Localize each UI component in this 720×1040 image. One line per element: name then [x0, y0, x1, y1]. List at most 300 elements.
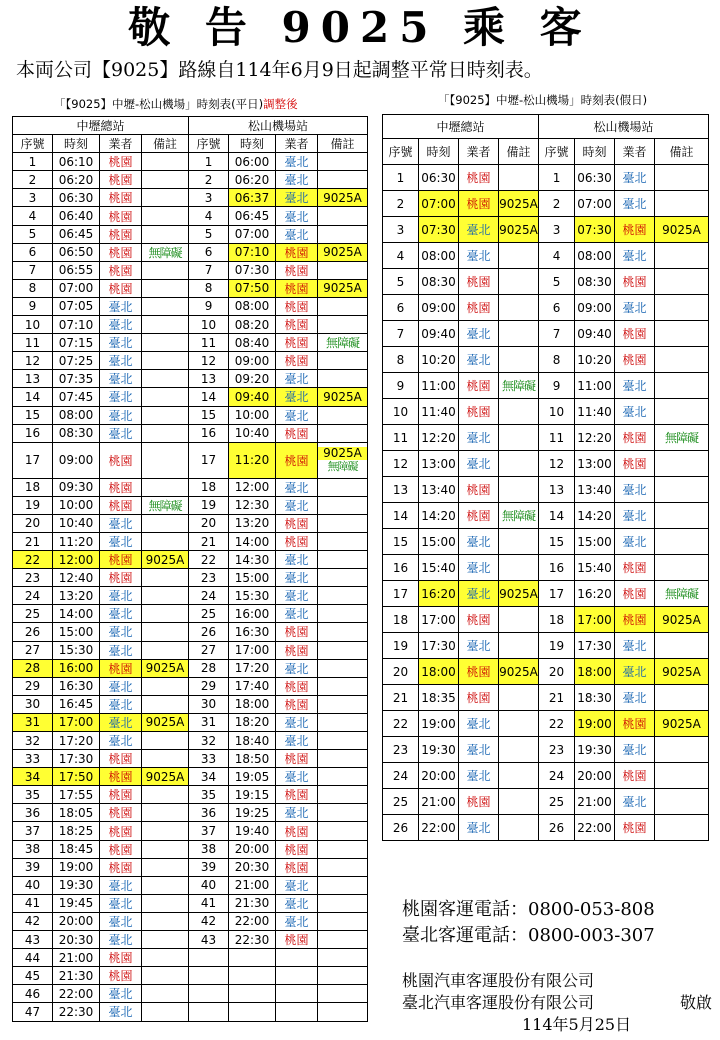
operator-cell: 臺北 — [276, 732, 318, 750]
seq-cell: 41 — [13, 894, 53, 912]
operator-cell: 臺北 — [100, 334, 142, 352]
table-row — [383, 477, 709, 503]
table-row — [383, 217, 709, 243]
table-row — [13, 514, 368, 532]
table-row — [13, 442, 368, 478]
table-row — [383, 321, 709, 347]
note-cell — [655, 763, 709, 789]
operator-cell: 桃園 — [276, 750, 318, 768]
operator-cell: 臺北 — [276, 171, 318, 189]
seq-cell: 38 — [13, 840, 53, 858]
note-cell — [142, 732, 189, 750]
note-cell — [655, 373, 709, 399]
seq-cell: 43 — [189, 931, 229, 949]
time-cell: 08:40 — [229, 334, 276, 352]
note-cell — [142, 894, 189, 912]
table-row — [383, 295, 709, 321]
operator-cell: 桃園 — [459, 503, 499, 529]
table-row — [13, 605, 368, 623]
seq-cell: 19 — [539, 633, 575, 659]
time-cell: 14:00 — [229, 532, 276, 550]
time-cell: 11:20 — [229, 442, 276, 478]
note-cell: 9025A — [142, 713, 189, 731]
note-cell — [499, 451, 539, 477]
time-cell: 15:00 — [229, 569, 276, 587]
seq-cell: 18 — [189, 478, 229, 496]
time-cell: 21:30 — [229, 894, 276, 912]
time-cell: 22:30 — [229, 931, 276, 949]
accessible-note: 無障礙 — [327, 460, 358, 474]
note-cell — [318, 171, 368, 189]
time-cell: 12:00 — [53, 551, 100, 569]
table-row — [13, 424, 368, 442]
time-cell: 07:00 — [419, 191, 459, 217]
note-cell — [142, 985, 189, 1003]
note-cell: 無障礙 — [499, 373, 539, 399]
table-row — [13, 786, 368, 804]
time-cell: 14:30 — [229, 551, 276, 569]
time-cell: 19:25 — [229, 804, 276, 822]
time-cell: 22:30 — [53, 1003, 100, 1021]
time-cell: 17:00 — [419, 607, 459, 633]
operator-cell: 桃園 — [100, 478, 142, 496]
time-cell: 12:20 — [419, 425, 459, 451]
seq-cell: 45 — [13, 967, 53, 985]
seq-cell: 13 — [189, 370, 229, 388]
note-cell: 9025A — [318, 388, 368, 406]
column-header: 備註 — [499, 139, 539, 165]
operator-cell: 桃園 — [276, 334, 318, 352]
time-cell: 14:20 — [575, 503, 615, 529]
time-cell: 13:00 — [419, 451, 459, 477]
note-cell — [318, 659, 368, 677]
seq-cell: 1 — [13, 153, 53, 171]
operator-cell: 桃園 — [459, 477, 499, 503]
operator-cell: 臺北 — [100, 1003, 142, 1021]
empty-cell — [189, 949, 229, 967]
seq-cell: 12 — [539, 451, 575, 477]
station-row — [13, 117, 368, 135]
seq-cell: 37 — [189, 822, 229, 840]
operator-cell: 桃園 — [615, 425, 655, 451]
note-cell — [142, 207, 189, 225]
operator-cell: 桃園 — [276, 514, 318, 532]
table-row — [13, 840, 368, 858]
table-row — [13, 189, 368, 207]
time-cell: 18:05 — [53, 804, 100, 822]
operator-cell: 臺北 — [276, 768, 318, 786]
seq-cell: 5 — [13, 225, 53, 243]
seq-cell: 20 — [539, 659, 575, 685]
note-cell — [142, 967, 189, 985]
operator-cell: 臺北 — [459, 633, 499, 659]
column-header: 序號 — [383, 139, 419, 165]
station-header: 中壢總站 — [383, 115, 539, 139]
operator-cell: 臺北 — [615, 737, 655, 763]
table-row — [13, 695, 368, 713]
time-cell: 09:00 — [419, 295, 459, 321]
operator-cell: 桃園 — [459, 165, 499, 191]
operator-cell: 臺北 — [276, 207, 318, 225]
note-cell — [318, 641, 368, 659]
table-row — [383, 555, 709, 581]
time-cell: 08:00 — [229, 297, 276, 315]
operator-cell: 臺北 — [615, 295, 655, 321]
operator-cell: 桃園 — [100, 659, 142, 677]
operator-cell: 臺北 — [276, 478, 318, 496]
note-cell — [318, 442, 368, 478]
seq-cell: 14 — [189, 388, 229, 406]
note-cell — [318, 804, 368, 822]
time-cell: 18:00 — [229, 695, 276, 713]
operator-cell: 桃園 — [615, 347, 655, 373]
note-cell: 9025A — [655, 217, 709, 243]
column-header: 序號 — [539, 139, 575, 165]
table-row — [13, 478, 368, 496]
operator-cell: 桃園 — [100, 442, 142, 478]
operator-cell: 桃園 — [100, 569, 142, 587]
note-cell: 9025A — [142, 768, 189, 786]
note-cell — [318, 424, 368, 442]
note-cell — [655, 321, 709, 347]
operator-cell: 桃園 — [100, 279, 142, 297]
empty-cell — [189, 1003, 229, 1021]
time-cell: 22:00 — [229, 912, 276, 930]
operator-cell: 桃園 — [459, 373, 499, 399]
table-row — [13, 279, 368, 297]
operator-cell: 臺北 — [276, 189, 318, 207]
time-cell: 17:20 — [53, 732, 100, 750]
operator-cell: 桃園 — [276, 532, 318, 550]
note-cell — [318, 207, 368, 225]
note-cell — [655, 555, 709, 581]
seq-cell: 35 — [13, 786, 53, 804]
operator-cell: 桃園 — [276, 352, 318, 370]
seq-cell: 4 — [539, 243, 575, 269]
time-cell: 06:20 — [229, 171, 276, 189]
time-cell: 17:00 — [229, 641, 276, 659]
operator-cell: 臺北 — [100, 623, 142, 641]
note-cell — [318, 153, 368, 171]
operator-cell: 臺北 — [276, 912, 318, 930]
time-cell: 06:10 — [53, 153, 100, 171]
operator-cell: 臺北 — [459, 763, 499, 789]
column-header-row — [383, 139, 709, 165]
time-cell: 16:00 — [229, 605, 276, 623]
time-cell: 07:25 — [53, 352, 100, 370]
time-cell: 17:20 — [229, 659, 276, 677]
seq-cell: 4 — [189, 207, 229, 225]
operator-cell: 桃園 — [276, 840, 318, 858]
station-header: 松山機場站 — [539, 115, 709, 139]
note-cell — [142, 840, 189, 858]
note-cell — [499, 529, 539, 555]
seq-cell: 38 — [189, 840, 229, 858]
table-row — [13, 496, 368, 514]
time-cell: 20:00 — [53, 912, 100, 930]
note-cell: 9025A — [142, 659, 189, 677]
time-cell: 08:30 — [53, 424, 100, 442]
operator-cell: 臺北 — [615, 503, 655, 529]
time-cell: 13:40 — [575, 477, 615, 503]
time-cell: 09:40 — [229, 388, 276, 406]
time-cell: 06:30 — [575, 165, 615, 191]
note-cell — [499, 165, 539, 191]
station-header: 松山機場站 — [189, 117, 368, 135]
note-cell — [142, 605, 189, 623]
column-header: 序號 — [13, 135, 53, 153]
respect-closing: 敬啟 — [680, 993, 713, 1012]
time-cell: 18:35 — [419, 685, 459, 711]
operator-cell: 桃園 — [615, 217, 655, 243]
operator-cell: 桃園 — [100, 822, 142, 840]
table-row — [13, 858, 368, 876]
note-cell — [142, 279, 189, 297]
note-cell — [318, 931, 368, 949]
operator-cell: 桃園 — [276, 442, 318, 478]
column-header: 業者 — [615, 139, 655, 165]
seq-cell: 32 — [189, 732, 229, 750]
table-row — [383, 191, 709, 217]
seq-cell: 8 — [383, 347, 419, 373]
note-cell — [655, 737, 709, 763]
note-cell — [142, 297, 189, 315]
time-cell: 10:20 — [575, 347, 615, 373]
operator-cell: 臺北 — [459, 555, 499, 581]
table-row — [13, 804, 368, 822]
note-cell — [142, 478, 189, 496]
seq-cell: 39 — [13, 858, 53, 876]
contact-taoyuan: 桃園客運電話：0800-053-808 — [402, 899, 655, 920]
time-cell: 17:50 — [53, 768, 100, 786]
operator-cell: 臺北 — [276, 876, 318, 894]
time-cell: 16:45 — [53, 695, 100, 713]
note-cell — [142, 587, 189, 605]
note-cell — [142, 804, 189, 822]
note-cell — [655, 815, 709, 841]
table-row — [383, 581, 709, 607]
table-row — [13, 370, 368, 388]
seq-cell: 14 — [539, 503, 575, 529]
time-cell: 15:40 — [419, 555, 459, 581]
seq-cell: 22 — [13, 551, 53, 569]
time-cell: 06:30 — [419, 165, 459, 191]
time-cell: 16:20 — [575, 581, 615, 607]
table-row — [383, 503, 709, 529]
operator-cell: 臺北 — [276, 153, 318, 171]
operator-cell: 桃園 — [276, 297, 318, 315]
note-cell — [318, 496, 368, 514]
operator-cell: 桃園 — [615, 815, 655, 841]
time-cell: 15:30 — [229, 587, 276, 605]
column-header: 時刻 — [575, 139, 615, 165]
seq-cell: 10 — [383, 399, 419, 425]
column-header: 業者 — [276, 135, 318, 153]
table-row — [383, 451, 709, 477]
operator-cell: 臺北 — [100, 912, 142, 930]
time-cell: 13:40 — [419, 477, 459, 503]
seq-cell: 2 — [189, 171, 229, 189]
table-row — [383, 243, 709, 269]
note-cell: 9025A — [499, 191, 539, 217]
table-row — [13, 352, 368, 370]
note-cell: 無障礙 — [142, 243, 189, 261]
note-cell — [142, 786, 189, 804]
time-cell: 16:30 — [53, 677, 100, 695]
seq-cell: 33 — [189, 750, 229, 768]
operator-cell: 桃園 — [459, 269, 499, 295]
seq-cell: 12 — [189, 352, 229, 370]
operator-cell: 臺北 — [276, 894, 318, 912]
operator-cell: 桃園 — [100, 858, 142, 876]
table-row — [383, 711, 709, 737]
operator-cell: 臺北 — [100, 677, 142, 695]
time-cell: 16:20 — [419, 581, 459, 607]
empty-cell — [229, 1003, 276, 1021]
time-cell: 19:30 — [53, 876, 100, 894]
note-cell: 無障礙 — [655, 425, 709, 451]
empty-cell — [229, 949, 276, 967]
time-cell: 19:45 — [53, 894, 100, 912]
operator-cell: 臺北 — [615, 165, 655, 191]
seq-cell: 6 — [383, 295, 419, 321]
station-header: 中壢總站 — [13, 117, 189, 135]
table-row — [13, 713, 368, 731]
operator-cell: 桃園 — [100, 261, 142, 279]
seq-cell: 15 — [13, 406, 53, 424]
seq-cell: 25 — [383, 789, 419, 815]
time-cell: 18:20 — [229, 713, 276, 731]
note-cell — [142, 569, 189, 587]
seq-cell: 13 — [13, 370, 53, 388]
note-cell — [499, 269, 539, 295]
time-cell: 12:40 — [53, 569, 100, 587]
note-cell: 無障礙 — [499, 503, 539, 529]
column-header: 備註 — [655, 139, 709, 165]
note-cell — [499, 477, 539, 503]
note-cell — [318, 894, 368, 912]
seq-cell: 1 — [383, 165, 419, 191]
note-cell — [655, 347, 709, 373]
time-cell: 18:25 — [53, 822, 100, 840]
time-cell: 21:00 — [53, 949, 100, 967]
table-row — [383, 607, 709, 633]
note-cell — [318, 569, 368, 587]
operator-cell: 桃園 — [100, 804, 142, 822]
column-header: 業者 — [100, 135, 142, 153]
operator-cell: 臺北 — [100, 695, 142, 713]
seq-cell: 15 — [383, 529, 419, 555]
time-cell: 09:00 — [53, 442, 100, 478]
note-cell: 9025A — [655, 711, 709, 737]
note-cell — [655, 477, 709, 503]
notice-date: 114年5月25日 — [522, 1015, 632, 1034]
note-cell — [142, 370, 189, 388]
time-cell: 10:40 — [229, 424, 276, 442]
operator-cell: 臺北 — [276, 388, 318, 406]
time-cell: 07:30 — [419, 217, 459, 243]
seq-cell: 7 — [383, 321, 419, 347]
time-cell: 17:00 — [53, 713, 100, 731]
column-header: 序號 — [189, 135, 229, 153]
note-cell — [499, 555, 539, 581]
seq-cell: 46 — [13, 985, 53, 1003]
note-cell — [655, 295, 709, 321]
seq-cell: 3 — [539, 217, 575, 243]
note-cell — [499, 321, 539, 347]
table-row — [13, 207, 368, 225]
time-cell: 11:40 — [575, 399, 615, 425]
seq-cell: 47 — [13, 1003, 53, 1021]
note-cell — [142, 442, 189, 478]
time-cell: 13:20 — [53, 587, 100, 605]
seq-cell: 36 — [13, 804, 53, 822]
time-cell: 07:10 — [229, 243, 276, 261]
note-cell — [499, 243, 539, 269]
seq-cell: 16 — [383, 555, 419, 581]
table-row — [13, 388, 368, 406]
time-cell: 11:00 — [575, 373, 615, 399]
operator-cell: 臺北 — [100, 370, 142, 388]
operator-cell: 臺北 — [100, 297, 142, 315]
note-cell — [318, 352, 368, 370]
seq-cell: 2 — [539, 191, 575, 217]
seq-cell: 22 — [539, 711, 575, 737]
route-variant-note: 9025A — [318, 447, 367, 460]
seq-cell: 24 — [13, 587, 53, 605]
note-cell — [318, 768, 368, 786]
seq-cell: 8 — [189, 279, 229, 297]
note-cell — [142, 949, 189, 967]
seq-cell: 6 — [13, 243, 53, 261]
operator-cell: 桃園 — [615, 581, 655, 607]
seq-cell: 12 — [383, 451, 419, 477]
seq-cell: 9 — [383, 373, 419, 399]
note-cell — [142, 388, 189, 406]
seq-cell: 19 — [189, 496, 229, 514]
note-cell — [499, 685, 539, 711]
time-cell: 15:00 — [53, 623, 100, 641]
operator-cell: 臺北 — [459, 243, 499, 269]
operator-cell: 桃園 — [100, 750, 142, 768]
empty-cell — [189, 985, 229, 1003]
seq-cell: 3 — [383, 217, 419, 243]
time-cell: 09:00 — [229, 352, 276, 370]
operator-cell: 臺北 — [100, 424, 142, 442]
empty-cell — [318, 967, 368, 985]
operator-cell: 桃園 — [276, 677, 318, 695]
seq-cell: 40 — [13, 876, 53, 894]
note-cell — [318, 623, 368, 641]
column-header: 時刻 — [419, 139, 459, 165]
operator-cell: 桃園 — [100, 243, 142, 261]
operator-cell: 臺北 — [615, 633, 655, 659]
seq-cell: 21 — [383, 685, 419, 711]
note-cell — [142, 514, 189, 532]
seq-cell: 5 — [189, 225, 229, 243]
time-cell: 12:30 — [229, 496, 276, 514]
seq-cell: 13 — [383, 477, 419, 503]
time-cell: 11:40 — [419, 399, 459, 425]
note-cell — [318, 822, 368, 840]
time-cell: 12:20 — [575, 425, 615, 451]
seq-cell: 26 — [539, 815, 575, 841]
time-cell: 19:30 — [575, 737, 615, 763]
operator-cell: 臺北 — [459, 321, 499, 347]
seq-cell: 18 — [539, 607, 575, 633]
seq-cell: 34 — [189, 768, 229, 786]
table-row — [13, 171, 368, 189]
